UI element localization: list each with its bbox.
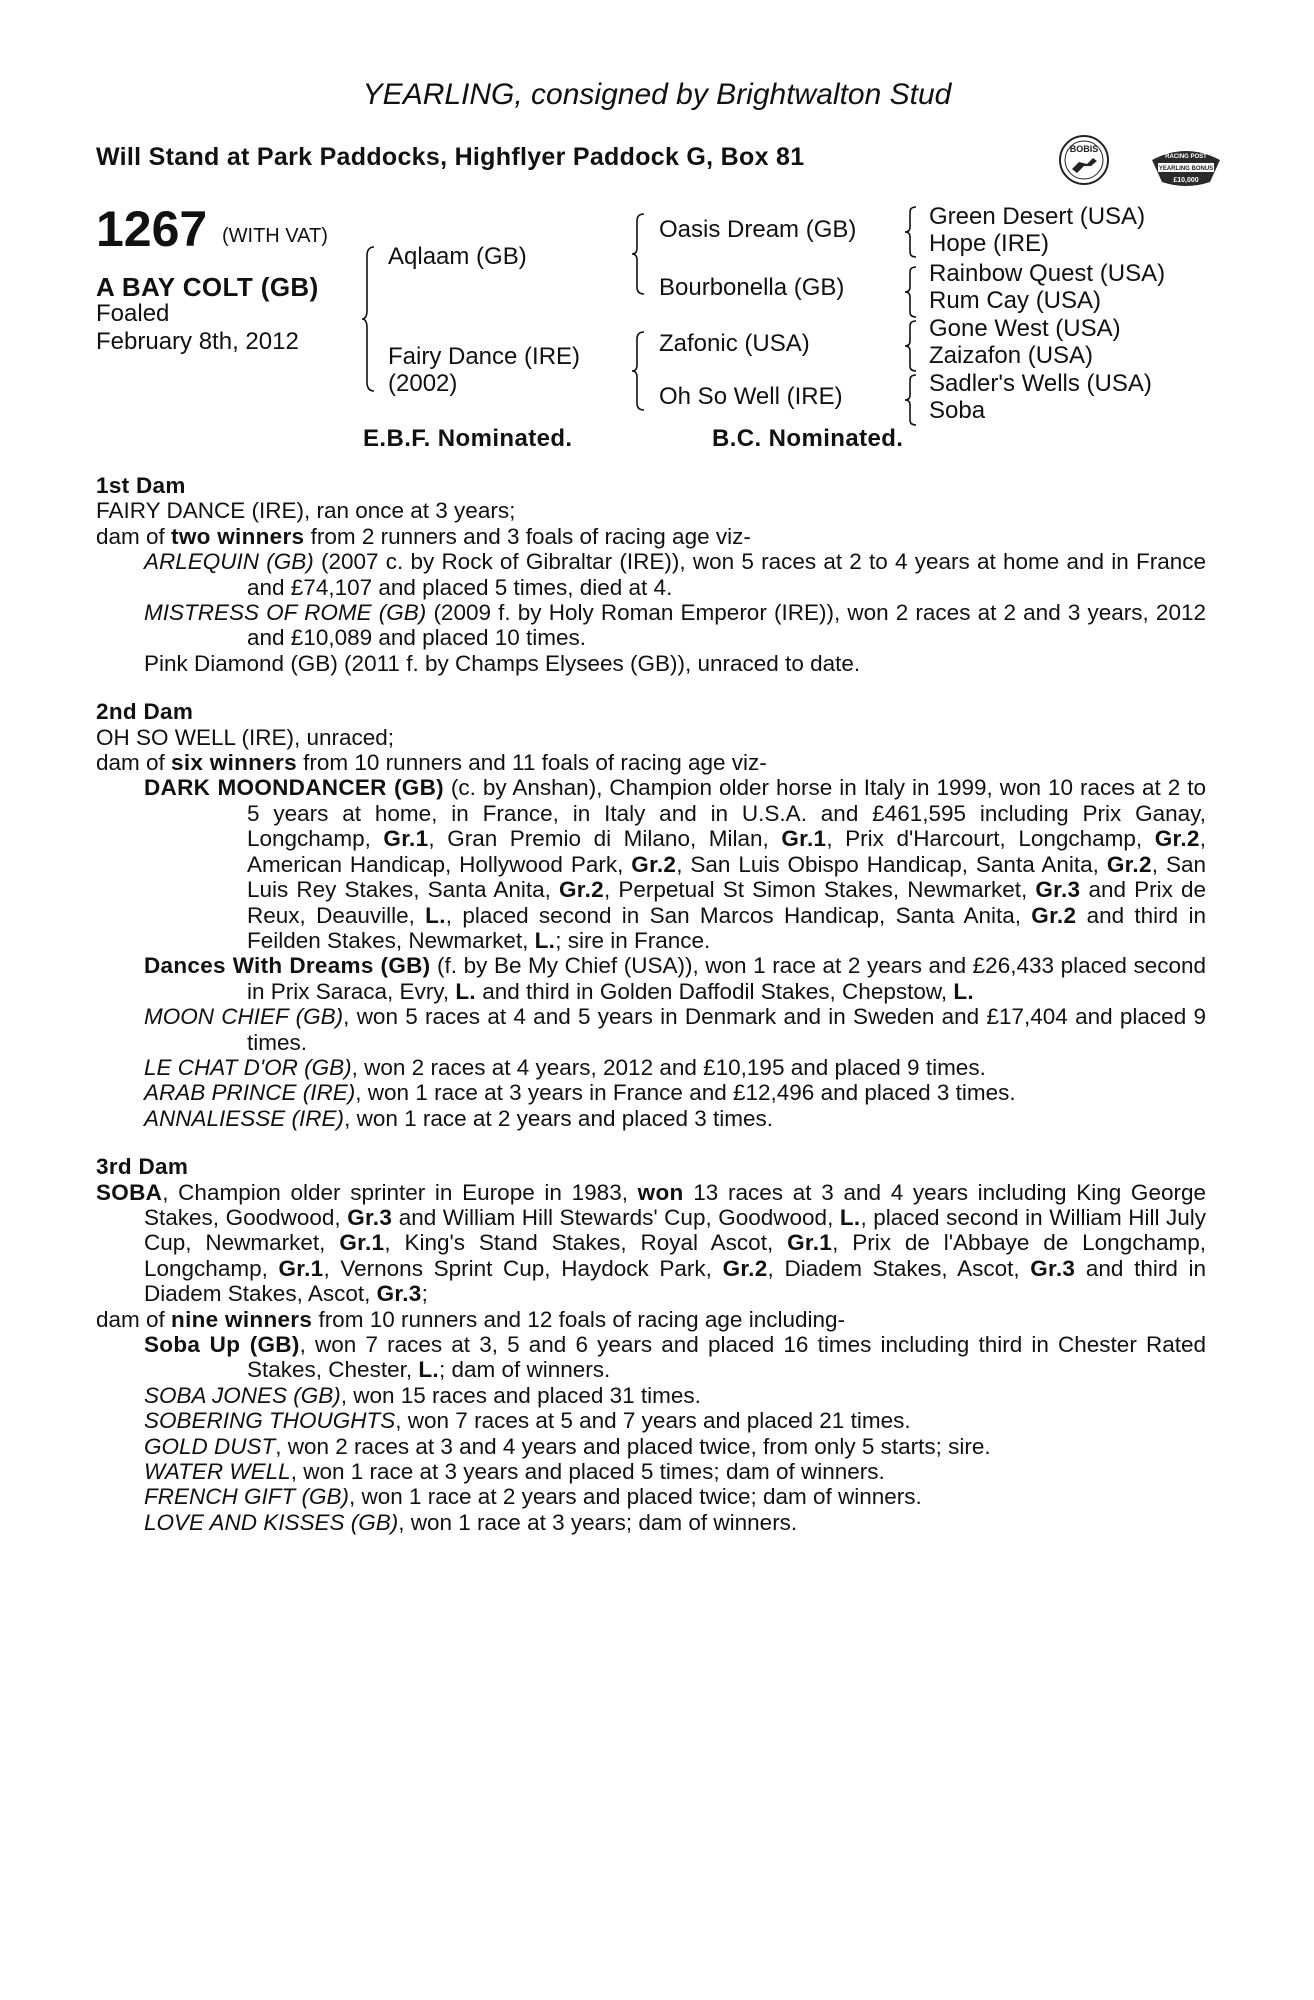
produce-entry: Soba Up (GB), won 7 races at 3, 5 and 6 years and placed 16 times including third in Chester Rated Stakes, Chester, L.; dam of winners.	[144, 1332, 1206, 1383]
first-dam-produce-summary: dam of two winners from 2 runners and 3 foals of racing age viz-	[96, 523, 751, 549]
produce-entry: Dances With Dreams (GB) (f. by Be My Chief (USA)), won 1 race at 2 years and £26,433 placed second in Prix Saraca, Evry, L. and third in Golden Daffodil Stakes, Chepstow, L.	[144, 953, 1206, 1004]
produce-entry: LOVE AND KISSES (GB), won 1 race at 3 years; dam of winners.	[144, 1509, 798, 1535]
produce-entry: MOON CHIEF (GB), won 5 races at 4 and 5 years in Denmark and in Sweden and £17,404 and placed 9 times.	[144, 1004, 1207, 1055]
pedigree-dam-year: (2002)	[388, 370, 458, 397]
second-dam-line: OH SO WELL (IRE), unraced;	[96, 724, 395, 750]
produce-entry: GOLD DUST, won 2 races at 3 and 4 years and placed twice, from only 5 starts; sire.	[144, 1433, 991, 1459]
pedigree-dam-sire: Zafonic (USA)	[659, 330, 810, 357]
pedigree-brace-main	[364, 246, 378, 392]
pedigree-sire: Aqlaam (GB)	[388, 243, 527, 270]
produce-entry: Pink Diamond (GB) (2011 f. by Champs Elysees (GB)), unraced to date.	[144, 650, 861, 676]
pedigree-brace-ss	[906, 206, 920, 258]
bonus-amount: £10,000	[1173, 177, 1199, 184]
third-dam-heading: 3rd Dam	[96, 1154, 189, 1180]
third-dam-produce-summary: dam of nine winners from 10 runners and 12 foals of racing age including-	[96, 1306, 846, 1332]
pedigree-brace-sire	[634, 213, 648, 295]
yearling-bonus-text: YEARLING BONUS	[1158, 166, 1214, 172]
produce-entry: ARAB PRINCE (IRE), won 1 race at 3 years in France and £12,496 and placed 3 times.	[144, 1080, 1016, 1106]
vat-label: (WITH VAT)	[222, 225, 328, 247]
first-dam-heading: 1st Dam	[96, 473, 186, 498]
bc-nomination: B.C. Nominated.	[712, 425, 904, 452]
pedigree-dd-sire: Sadler's Wells (USA)	[929, 370, 1152, 397]
produce-entry: MISTRESS OF ROME (GB) (2009 f. by Holy Roman Emperor (IRE)), won 2 races at 2 and 3 years, 2012 and £10,089 and placed 10 times.	[144, 600, 1206, 651]
page-title: YEARLING, consigned by Brightwalton Stud	[362, 78, 952, 111]
pedigree-ss-sire: Green Desert (USA)	[929, 203, 1146, 230]
pedigree-dam: Fairy Dance (IRE)	[388, 343, 581, 370]
pedigree-brace-sd	[906, 266, 920, 318]
lot-number: 1267	[96, 201, 208, 257]
produce-entry: WATER WELL, won 1 race at 3 years and placed 5 times; dam of winners.	[144, 1459, 885, 1485]
racing-post-text: RACING POST	[1165, 154, 1207, 160]
racing-post-yearling-bonus-logo	[1148, 138, 1224, 198]
dam-history	[96, 473, 1206, 1535]
produce-entry: SOBERING THOUGHTS, won 7 races at 5 and 7 years and placed 21 times.	[144, 1408, 911, 1434]
foaled-label: Foaled	[96, 300, 170, 327]
produce-entry: LE CHAT D'OR (GB), won 2 races at 4 years, 2012 and £10,195 and placed 9 times.	[144, 1054, 986, 1080]
stand-location: Will Stand at Park Paddocks, Highflyer Paddock G, Box 81	[96, 143, 805, 171]
pedigree-sire-sire: Oasis Dream (GB)	[659, 216, 857, 243]
second-dam-heading: 2nd Dam	[96, 699, 194, 725]
pedigree-brace-dd	[906, 374, 920, 426]
pedigree-ds-dam: Zaizafon (USA)	[929, 342, 1094, 369]
pedigree-ds-sire: Gone West (USA)	[929, 315, 1121, 342]
pedigree-brace-dam	[634, 331, 648, 411]
produce-entry: ARLEQUIN (GB) (2007 c. by Rock of Gibraltar (IRE)), won 5 races at 2 to 4 years at home and in France and £74,107 and placed 5 times, died at 4.	[144, 549, 1206, 600]
ebf-nomination: E.B.F. Nominated.	[363, 425, 573, 452]
second-dam-produce-summary: dam of six winners from 10 runners and 11 foals of racing age viz-	[96, 750, 767, 776]
pedigree-dam-dam: Oh So Well (IRE)	[659, 383, 843, 410]
pedigree-ss-dam: Hope (IRE)	[929, 230, 1050, 257]
third-dam-line: SOBA, Champion older sprinter in Europe in 1983, won 13 races at 3 and 4 years including King George Stakes, Goodwood, Gr.3 and William Hill Stewards' Cup, Goodwood, L., placed second in William Hill July Cup, Newmarket, Gr.1, King's Stand Stakes, Royal Ascot, Gr.1, Prix de l'Abbaye de Longchamp, Longchamp, Gr.1, Vernons Sprint Cup, Haydock Park, Gr.2, Diadem Stakes, Ascot, Gr.3 and third in Diadem Stakes, Ascot, Gr.3;	[96, 1179, 1207, 1307]
bobis-logo	[1057, 133, 1111, 187]
pedigree-sd-sire: Rainbow Quest (USA)	[929, 260, 1166, 287]
bobis-logo-text: BOBIS	[1069, 144, 1099, 154]
produce-entry: SOBA JONES (GB), won 15 races and placed 31 times.	[144, 1382, 701, 1408]
pedigree-brace-ds	[906, 320, 920, 372]
pedigree-sire-dam: Bourbonella (GB)	[659, 274, 845, 301]
produce-entry: DARK MOONDANCER (GB) (c. by Anshan), Champion older horse in Italy in 1999, won 10 races at 2 to 5 years at home, in France, in Italy and in U.S.A. and £461,595 including Prix Ganay, Longchamp, Gr.1, Gran Premio di Milano, Milan, Gr.1, Prix d'Harcourt, Longchamp, Gr.2, American Handicap, Hollywood Park, Gr.2, San Luis Obispo Handicap, Santa Anita, Gr.2, San Luis Rey Stakes, Santa Anita, Gr.2, Perpetual St Simon Stakes, Newmarket, Gr.3 and Prix de Reux, Deauville, L., placed second in San Marcos Handicap, Santa Anita, Gr.2 and third in Feilden Stakes, Newmarket, L.; sire in France.	[144, 775, 1206, 953]
produce-entry: ANNALIESSE (IRE), won 1 race at 2 years and placed 3 times.	[144, 1105, 774, 1131]
pedigree-dd-dam: Soba	[929, 397, 986, 424]
pedigree-sd-dam: Rum Cay (USA)	[929, 287, 1102, 314]
produce-entry: FRENCH GIFT (GB), won 1 race at 2 years and placed twice; dam of winners.	[144, 1484, 922, 1510]
lot-description: A BAY COLT (GB)	[96, 272, 319, 302]
first-dam-line: FAIRY DANCE (IRE), ran once at 3 years;	[96, 498, 516, 524]
foaled-date: February 8th, 2012	[96, 328, 299, 355]
